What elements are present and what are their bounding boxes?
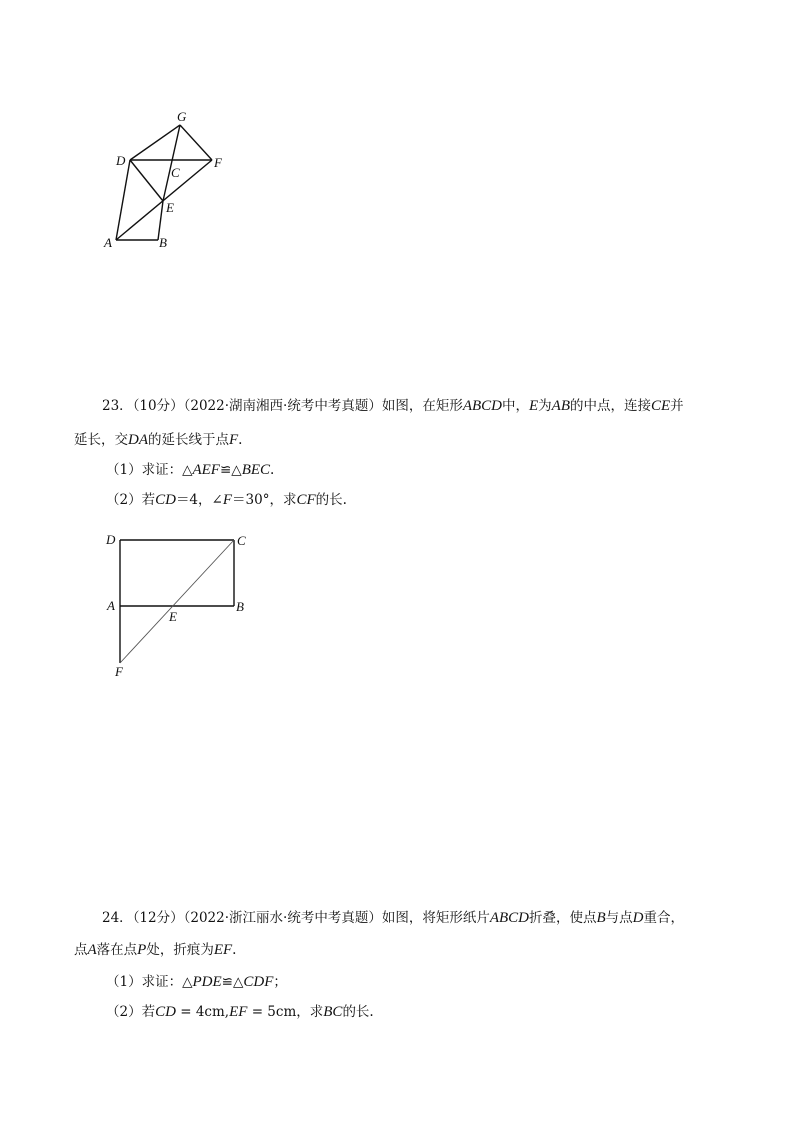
label-G: G	[177, 109, 187, 124]
label-E: E	[169, 609, 177, 624]
label-E: E	[166, 200, 174, 215]
q24-line2: 点A落在点P处，折痕为EF.	[74, 942, 237, 958]
label-F: F	[115, 664, 123, 679]
figure-rectangle	[100, 525, 260, 685]
label-B: B	[236, 599, 244, 614]
q24-part2: （2）若CD = 4cm,EF = 5cm，求BC的长.	[106, 1004, 374, 1020]
label-B: B	[159, 235, 167, 250]
label-D: D	[106, 532, 116, 547]
q23-part1: （1）求证：△AEF≌△BEC.	[106, 462, 275, 478]
figure-parallelogram	[100, 105, 230, 255]
segment-GF	[180, 125, 212, 160]
q23-line2: 延长，交DA的延长线于点F.	[74, 432, 243, 448]
segment-AF	[116, 160, 212, 240]
q23-part2: （2）若CD＝4，∠F＝30°，求CF的长.	[106, 492, 347, 508]
label-A: A	[104, 235, 112, 250]
figure-rectangle-svg	[100, 525, 260, 685]
q24-line1: 24．（12分）（2022·浙江丽水·统考中考真题）如图，将矩形纸片ABCD折叠，使点B与点D重合，	[102, 910, 685, 926]
q23-line1: 23．（10分）（2022·湖南湘西·统考中考真题）如图，在矩形ABCD中，E为AB的中点，连接CE并	[102, 398, 684, 414]
segment-CF	[120, 540, 234, 663]
label-D: D	[116, 153, 126, 168]
figure-parallelogram-svg	[100, 105, 230, 255]
label-C: C	[237, 533, 246, 548]
segment-DE	[130, 160, 163, 201]
q24-part1: （1）求证：△PDE≌△CDF；	[106, 974, 287, 990]
label-C: C	[171, 165, 180, 180]
segment-DG	[130, 125, 180, 160]
segment-AD	[116, 160, 130, 240]
label-F: F	[214, 155, 222, 170]
label-A: A	[107, 598, 115, 613]
